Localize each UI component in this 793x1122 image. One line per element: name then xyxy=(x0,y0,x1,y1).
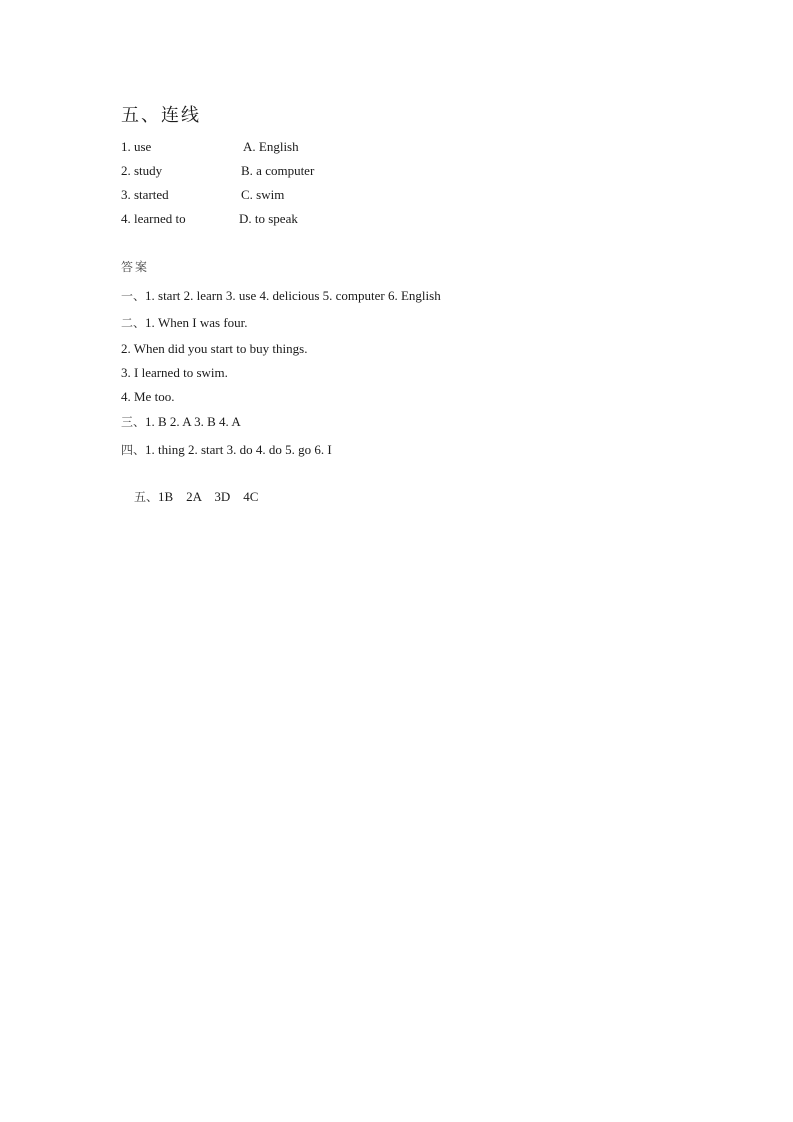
answer-heading: 答案 xyxy=(121,260,150,274)
match-right-item: A. English xyxy=(243,139,299,154)
answer-text: 2. When did you start to buy things. xyxy=(121,341,308,356)
answer-prefix: 一、 xyxy=(121,289,146,303)
answer-prefix: 二、 xyxy=(121,316,146,330)
answer-line xyxy=(121,412,241,432)
match-right-item: D. to speak xyxy=(239,211,298,226)
match-left-item: 1. use xyxy=(121,139,152,154)
answer-line xyxy=(121,286,441,306)
match-left-item: 4. learned to xyxy=(121,211,186,226)
match-row xyxy=(121,209,521,229)
answer-prefix: 三、 xyxy=(121,415,146,429)
answer-prefix: 四、 xyxy=(121,443,146,457)
match-right-item: C. swim xyxy=(241,187,285,202)
answer-line xyxy=(121,339,307,359)
answer-line xyxy=(121,313,248,333)
answer-line xyxy=(121,363,228,383)
answer-text: 3. I learned to swim. xyxy=(121,365,228,380)
section-title: 五、连线 xyxy=(121,105,201,126)
answer-text: 1. B 2. A 3. B 4. A xyxy=(145,414,241,429)
answer-line xyxy=(121,387,174,407)
match-row xyxy=(121,137,521,157)
match-left-item: 3. started xyxy=(121,187,169,202)
answer-prefix: 五、 xyxy=(134,490,159,504)
answer-line xyxy=(121,440,332,460)
answer-text: 1. When I was four. xyxy=(145,315,248,330)
answer-line xyxy=(121,467,258,527)
match-row xyxy=(121,161,521,181)
match-right-item: B. a computer xyxy=(241,163,315,178)
match-left-item: 2. study xyxy=(121,163,163,178)
answer-text: 1. thing 2. start 3. do 4. do 5. go 6. I xyxy=(145,442,332,457)
answer-text: 1. start 2. learn 3. use 4. delicious 5. computer 6. English xyxy=(145,288,441,303)
answer-text: 1B 2A 3D 4C xyxy=(158,489,259,504)
answer-text: 4. Me too. xyxy=(121,389,175,404)
match-row xyxy=(121,185,521,205)
